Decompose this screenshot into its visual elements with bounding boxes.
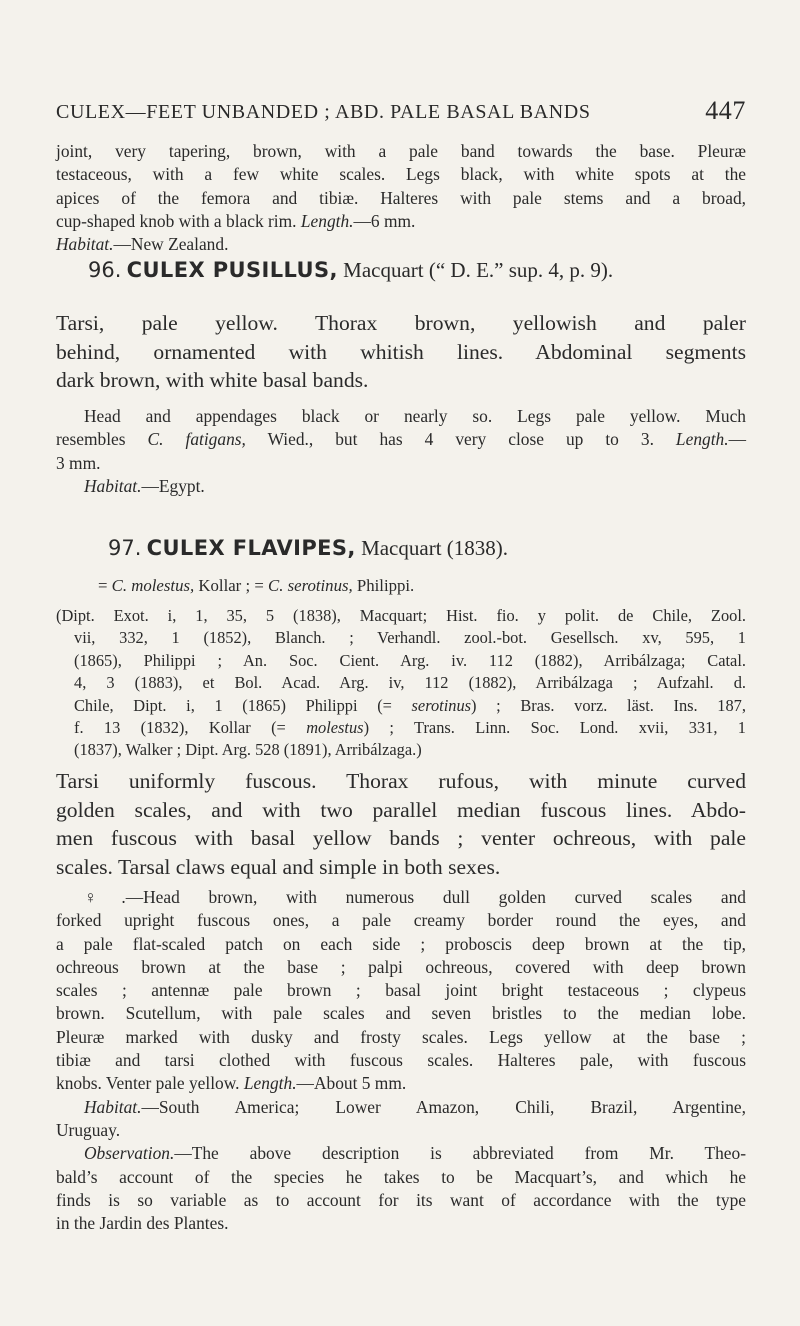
- text-line: brown. Scutellum, with pale scales and seven bristles to the median lobe.: [56, 1003, 746, 1024]
- habitat-line: Habitat.—Egypt.: [84, 475, 205, 496]
- habitat-label: Habitat.: [84, 1096, 142, 1117]
- habitat-label: Habitat.: [56, 234, 114, 255]
- text-line: tibiæ and tarsi clothed with fuscous scales. Halteres pale, with fuscous: [56, 1050, 746, 1071]
- species-96-summary: [56, 309, 746, 395]
- synonymy-line: = C. molestus, Kollar ; = C. serotinus, Philippi.: [98, 576, 415, 595]
- reference-line: f. 13 (1832), Kollar (= molestus) ; Trans. Linn. Soc. Lond. xvii, 331, 1: [74, 718, 746, 738]
- text-line: in the Jardin des Plantes.: [56, 1213, 229, 1234]
- running-header: [56, 96, 746, 126]
- length-label: Length.: [300, 210, 354, 231]
- species-authority: Macquart (1838).: [361, 536, 509, 560]
- text-line: cup-shaped knob with a black rim. Length.—6 mm.: [56, 210, 416, 231]
- habitat-line: Habitat.—New Zealand.: [56, 234, 229, 255]
- species-authority: Macquart (“ D. E.” sup. 4, p. 9).: [343, 258, 614, 282]
- text-line: a pale flat-scaled patch on each side ; proboscis deep brown at the tip,: [56, 933, 746, 954]
- reference-line: vii, 332, 1 (1852), Blanch. ; Verhandl. zool.-bot. Gesellsch. xv, 595, 1: [74, 628, 746, 648]
- text-line: Head and appendages black or nearly so. Legs pale yellow. Much: [84, 406, 746, 426]
- text-line: Pleuræ marked with dusky and frosty scales. Legs yellow at the base ;: [56, 1026, 746, 1047]
- text-line: scales ; antennæ pale brown ; basal joint bright testaceous ; clypeus: [56, 980, 746, 1001]
- species-name: CULEX PUSILLUS,: [126, 258, 338, 282]
- species-97-summary: [56, 767, 746, 881]
- species-heading-97: [108, 536, 798, 561]
- species-heading-96: [88, 258, 778, 283]
- running-title: CULEX—FEET UNBANDED ; ABD. PALE BASAL BANDS: [56, 101, 591, 123]
- length-label: Length.: [675, 429, 729, 450]
- text-line: apices of the femora and tibiæ. Halteres with pale stems and a broad,: [56, 187, 746, 208]
- text-line: bald’s account of the species he takes to be Macquart’s, and which he: [56, 1166, 746, 1187]
- species-96-description: [56, 405, 746, 498]
- reference-line: 4, 3 (1883), et Bol. Acad. Arg. iv, 112 (1882), Arribálzaga ; Aufzahl. d.: [74, 673, 746, 693]
- reference-line: (Dipt. Exot. i, 1, 35, 5 (1838), Macquart; Hist. fio. y polit. de Chile, Zool.: [56, 606, 746, 625]
- bibliography: [56, 605, 746, 762]
- text-line: Tarsi, pale yellow. Thorax brown, yellowish and paler: [56, 311, 746, 335]
- species-number: 97.: [108, 536, 142, 560]
- text-line: ochreous brown at the base ; palpi ochreous, covered with deep brown: [56, 956, 746, 977]
- text-line: joint, very tapering, brown, with a pale band towards the base. Pleuræ: [56, 141, 746, 161]
- text-line: men fuscous with basal yellow bands ; venter ochreous, with pale: [56, 826, 746, 851]
- habitat-label: Habitat.: [84, 475, 142, 496]
- female-description: [56, 886, 746, 1235]
- length-label: Length.: [243, 1073, 297, 1094]
- text-line: forked upright fuscous ones, a pale creamy border round the eyes, and: [56, 910, 746, 931]
- page-number: 447: [705, 96, 746, 125]
- text-line: behind, ornamented with whitish lines. Abdominal segments: [56, 339, 746, 364]
- text-line: dark brown, with white basal bands.: [56, 368, 369, 393]
- reference-line: (1865), Philippi ; An. Soc. Cient. Arg. iv. 112 (1882), Arribálzaga; Catal.: [74, 650, 746, 670]
- reference-line: (1837), Walker ; Dipt. Arg. 528 (1891), Arribálzaga.): [74, 740, 422, 760]
- habitat-line: Habitat.—South America; Lower Amazon, Chili, Brazil, Argentine,: [84, 1096, 746, 1117]
- species-name: CULEX FLAVIPES,: [146, 536, 356, 560]
- species-number: 96.: [88, 258, 122, 282]
- reference-line: Chile, Dipt. i, 1 (1865) Philippi (= serotinus) ; Bras. vorz. läst. Ins. 187,: [74, 695, 746, 715]
- text-line: Tarsi uniformly fuscous. Thorax rufous, with minute curved: [56, 769, 746, 793]
- text-line: knobs. Venter pale yellow. Length.—About 5 mm.: [56, 1073, 407, 1094]
- text-line: finds is so variable as to account for its want of accordance with the type: [56, 1189, 746, 1210]
- observation-label: Observation.: [84, 1143, 175, 1164]
- text-line: scales. Tarsal claws equal and simple in both sexes.: [56, 854, 501, 879]
- text-line: testaceous, with a few white scales. Legs black, with white spots at the: [56, 164, 746, 185]
- previous-entry-description: [56, 140, 746, 256]
- text-line: ♀.—Head brown, with numerous dull golden curved scales and: [84, 887, 746, 907]
- observation-line: Observation.—The above description is abbreviated from Mr. Theo-: [84, 1143, 746, 1164]
- text-line: resembles C. fatigans, Wied., but has 4 very close up to 3. Length.—: [56, 429, 746, 450]
- text-line: Uruguay.: [56, 1119, 121, 1140]
- text-line: golden scales, and with two parallel median fuscous lines. Abdo-: [56, 797, 746, 822]
- text-line: 3 mm.: [56, 452, 101, 473]
